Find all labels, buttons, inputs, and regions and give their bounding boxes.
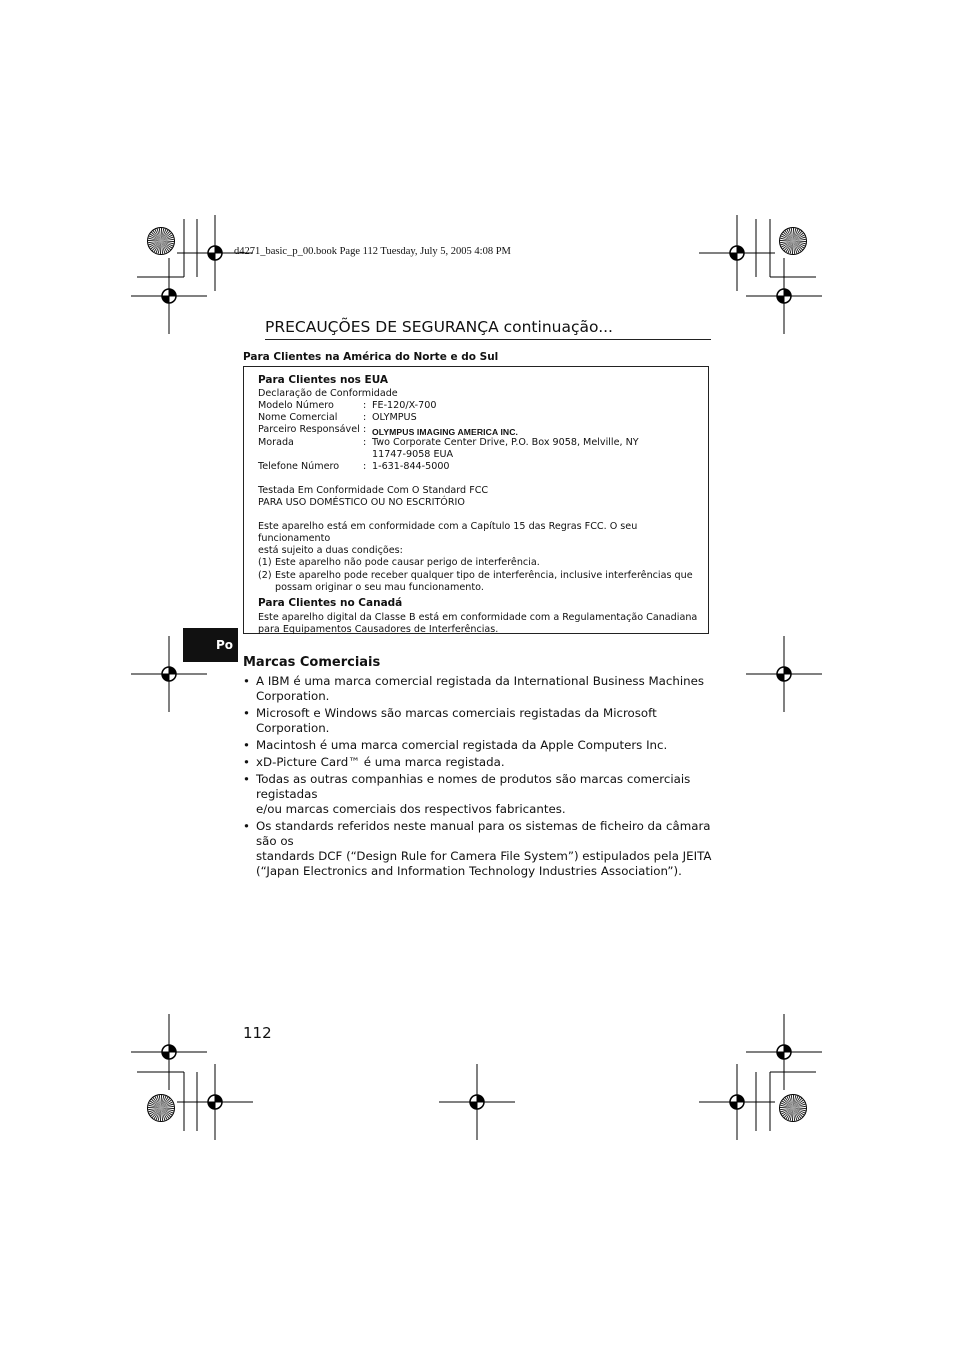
canada-text: Este aparelho digital da Classe B está em conformidade com a Regulamentação Canadiana bbox=[258, 612, 698, 623]
registration-crosshair-icon bbox=[699, 1064, 775, 1140]
field-sep: : bbox=[363, 424, 367, 435]
canada-text-2: para Equipamentos Causadores de Interferências. bbox=[258, 624, 499, 635]
list-item-text: Macintosh é uma marca comercial registada da Apple Computers Inc. bbox=[256, 738, 668, 752]
list-item-text-2: e/ou marcas comerciais dos respectivos fabricantes. bbox=[256, 802, 566, 816]
list-item bbox=[243, 772, 713, 817]
registration-crosshair-icon bbox=[746, 258, 822, 334]
starburst-registration-icon bbox=[148, 228, 175, 255]
bullet: • bbox=[243, 706, 250, 720]
field-row-responsible-party bbox=[258, 424, 704, 437]
list-item-text-2: standards DCF (“Design Rule for Camera File System”) estipulados pela JEITA bbox=[256, 849, 712, 863]
field-value: Two Corporate Center Drive, P.O. Box 9058, Melville, NY bbox=[372, 437, 639, 448]
condition-number: (1) bbox=[258, 557, 272, 568]
list-item bbox=[243, 674, 713, 704]
fcc-compliance-text-2: está sujeito a duas condições: bbox=[258, 545, 403, 556]
bullet: • bbox=[243, 674, 250, 688]
list-item bbox=[243, 819, 713, 879]
registration-crosshair-icon bbox=[746, 1014, 822, 1090]
canada-heading: Para Clientes no Canadá bbox=[258, 597, 403, 609]
registration-crosshair-icon bbox=[699, 215, 775, 291]
list-item-text: xD-Picture Card™ é uma marca registada. bbox=[256, 755, 505, 769]
print-header: d4271_basic_p_00.book Page 112 Tuesday, July 5, 2005 4:08 PM bbox=[234, 246, 511, 257]
field-value: 1-631-844-5000 bbox=[372, 461, 450, 472]
registration-crosshair-icon bbox=[746, 636, 822, 712]
list-item-text: A IBM é uma marca comercial registada da International Business Machines bbox=[256, 674, 705, 688]
field-label: Modelo Número bbox=[258, 400, 334, 411]
field-sep: : bbox=[363, 412, 367, 423]
declaration-text: Declaração de Conformidade bbox=[258, 388, 398, 399]
registration-crosshair-icon bbox=[177, 1064, 253, 1140]
field-row-address bbox=[258, 437, 704, 461]
starburst-registration-icon bbox=[780, 1095, 807, 1122]
field-sep: : bbox=[363, 437, 367, 448]
bullet: • bbox=[243, 772, 250, 786]
field-label: Nome Comercial bbox=[258, 412, 338, 423]
condition-text-2: possam originar o seu mau funcionamento. bbox=[275, 582, 484, 593]
list-item-text: Microsoft e Windows são marcas comerciais registadas da Microsoft Corporation. bbox=[256, 706, 657, 735]
registration-crosshair-icon bbox=[131, 258, 207, 334]
field-label: Parceiro Responsável bbox=[258, 424, 360, 435]
language-tab: Po bbox=[183, 628, 238, 662]
condition-item bbox=[258, 557, 704, 569]
field-row-trade-name bbox=[258, 412, 704, 424]
fcc-notice-box bbox=[243, 366, 709, 634]
field-row-model bbox=[258, 400, 704, 412]
field-value: FE-120/X-700 bbox=[372, 400, 437, 411]
condition-item bbox=[258, 570, 704, 594]
trademarks-heading: Marcas Comerciais bbox=[243, 655, 381, 670]
condition-text: Este aparelho pode receber qualquer tipo de interferência, inclusive interferências que bbox=[275, 570, 693, 581]
condition-text: Este aparelho não pode causar perigo de interferência. bbox=[275, 557, 540, 568]
field-sep: : bbox=[363, 461, 367, 472]
list-item-text: Os standards referidos neste manual para os sistemas de ficheiro da câmara são os bbox=[256, 819, 711, 848]
list-item bbox=[243, 706, 713, 736]
region-subheading: Para Clientes na América do Norte e do Sul bbox=[243, 351, 499, 363]
page-title: PRECAUÇÕES DE SEGURANÇA continuação... bbox=[265, 318, 711, 340]
starburst-registration-icon bbox=[148, 1095, 175, 1122]
starburst-registration-icon bbox=[780, 228, 807, 255]
list-item-text-3: (“Japan Electronics and Information Technology Industries Association”). bbox=[256, 864, 682, 878]
field-sep: : bbox=[363, 400, 367, 411]
olympus-imaging-logo: OLYMPUS IMAGING AMERICA INC. bbox=[372, 427, 519, 437]
list-item-text-2: Corporation. bbox=[256, 689, 330, 703]
list-item bbox=[243, 738, 713, 753]
fcc-compliance-text: Este aparelho está em conformidade com a Capítulo 15 das Regras FCC. O seu funcionamento bbox=[258, 521, 638, 544]
field-label: Morada bbox=[258, 437, 294, 448]
bullet: • bbox=[243, 738, 250, 752]
registration-crosshair-icon bbox=[439, 1064, 515, 1140]
trademarks-list bbox=[243, 674, 713, 881]
fcc-tested-text: Testada Em Conformidade Com O Standard FCC bbox=[258, 485, 489, 496]
field-label: Telefone Número bbox=[258, 461, 340, 472]
field-row-phone bbox=[258, 461, 704, 473]
usage-text: PARA USO DOMÉSTICO OU NO ESCRITÓRIO bbox=[258, 497, 465, 508]
list-item-text: Todas as outras companhias e nomes de produtos são marcas comerciais registadas bbox=[256, 772, 691, 801]
usa-heading: Para Clientes nos EUA bbox=[258, 374, 389, 386]
bullet: • bbox=[243, 755, 250, 769]
registration-crosshair-icon bbox=[131, 1014, 207, 1090]
condition-number: (2) bbox=[258, 570, 272, 581]
bullet: • bbox=[243, 819, 250, 833]
field-value-line-2: 11747-9058 EUA bbox=[372, 449, 454, 460]
list-item bbox=[243, 755, 713, 770]
page-number: 112 bbox=[243, 1024, 272, 1042]
field-value: OLYMPUS bbox=[372, 412, 417, 423]
